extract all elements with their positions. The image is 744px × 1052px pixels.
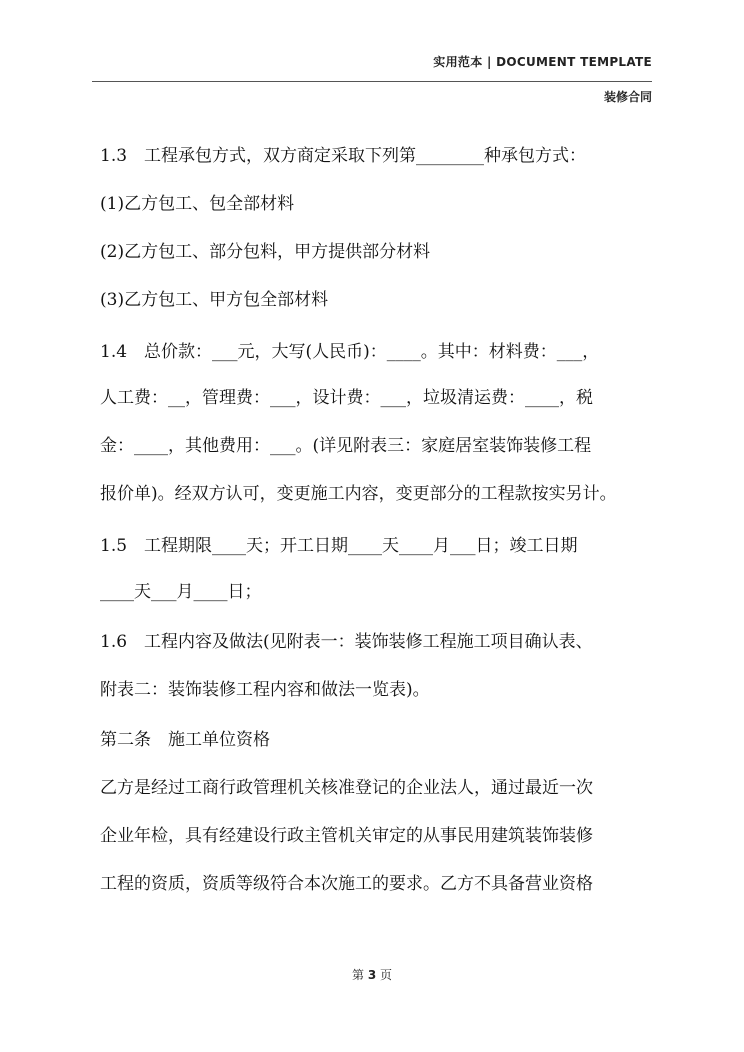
document-header: 实用范本 | DOCUMENT TEMPLATE [433,55,652,69]
page-footer [0,966,744,983]
page-number: 3 [367,968,377,982]
page-suffix: 页 [380,968,393,982]
header-divider [92,81,652,82]
clause-1-6-line-1: 1.6 工程内容及做法(见附表一：装饰装修工程施工项目确认表、 [100,632,593,652]
clause-1-5-line-2: ____天___月____日； [100,582,262,602]
option-3: (3)乙方包工、甲方包全部材料 [100,290,329,310]
article-2-line-1: 乙方是经过工商行政管理机关核准登记的企业法人，通过最近一次 [100,778,593,798]
clause-1-4-line-3: 金：____，其他费用：___。(详见附表三：家庭居室装饰装修工程 [100,436,592,456]
clause-1-4-line-2: 人工费：__，管理费：___，设计费：___，垃圾清运费：____，税 [100,388,593,408]
article-2-heading: 第二条 施工单位资格 [100,730,270,750]
clause-1-3: 1.3 工程承包方式，双方商定采取下列第________种承包方式： [100,146,587,166]
page-prefix: 第 [351,968,364,982]
article-2-line-3: 工程的资质，资质等级符合本次施工的要求。乙方不具备营业资格 [100,874,593,894]
clause-1-4-line-1: 1.4 总价款：___元，大写(人民币)：____。其中：材料费：___， [100,342,600,362]
option-2: (2)乙方包工、部分包料，甲方提供部分材料 [100,242,431,262]
option-1: (1)乙方包工、包全部材料 [100,194,295,214]
document-subtitle: 装修合同 [603,90,652,104]
clause-1-4-line-4: 报价单)。经双方认可，变更施工内容，变更部分的工程款按实另计。 [100,484,617,504]
article-2-line-2: 企业年检，具有经建设行政主管机关审定的从事民用建筑装饰装修 [100,826,593,846]
clause-1-5-line-1: 1.5 工程期限____天；开工日期____天____月___日；竣工日期 [100,536,578,556]
clause-1-6-line-2: 附表二：装饰装修工程内容和做法一览表)。 [100,680,430,700]
